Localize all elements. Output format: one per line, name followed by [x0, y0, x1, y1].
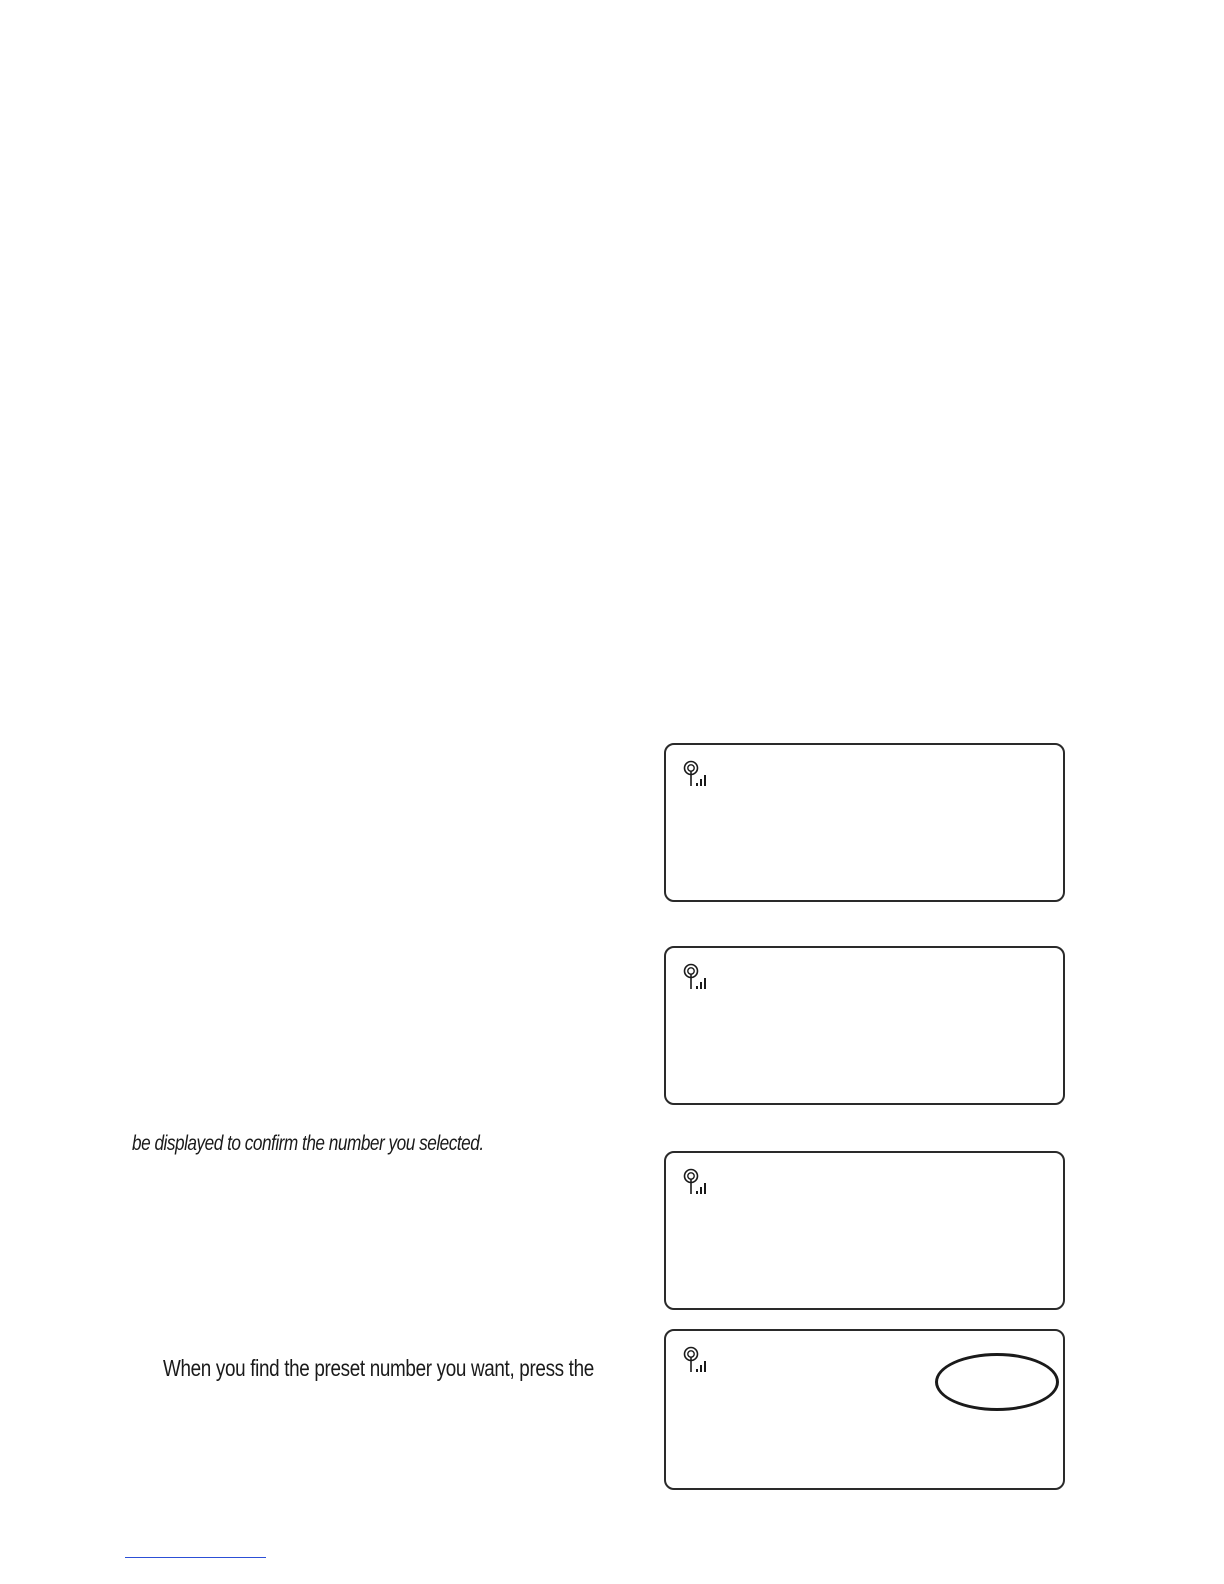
- footnote-divider: [125, 1557, 266, 1558]
- antenna-signal-icon: [683, 963, 713, 991]
- lcd-display-3: [664, 1151, 1065, 1310]
- antenna-signal-icon: [683, 1346, 713, 1374]
- lcd-display-2: [664, 946, 1065, 1105]
- step-instruction: When you find the preset number you want, press the: [163, 1355, 594, 1381]
- antenna-signal-icon: [683, 760, 713, 788]
- highlight-oval: [935, 1353, 1059, 1411]
- lcd-display-4: [664, 1329, 1065, 1490]
- antenna-signal-icon: [683, 1168, 713, 1196]
- lcd-display-1: [664, 743, 1065, 902]
- confirm-caption: be displayed to confirm the number you selected.: [132, 1132, 484, 1155]
